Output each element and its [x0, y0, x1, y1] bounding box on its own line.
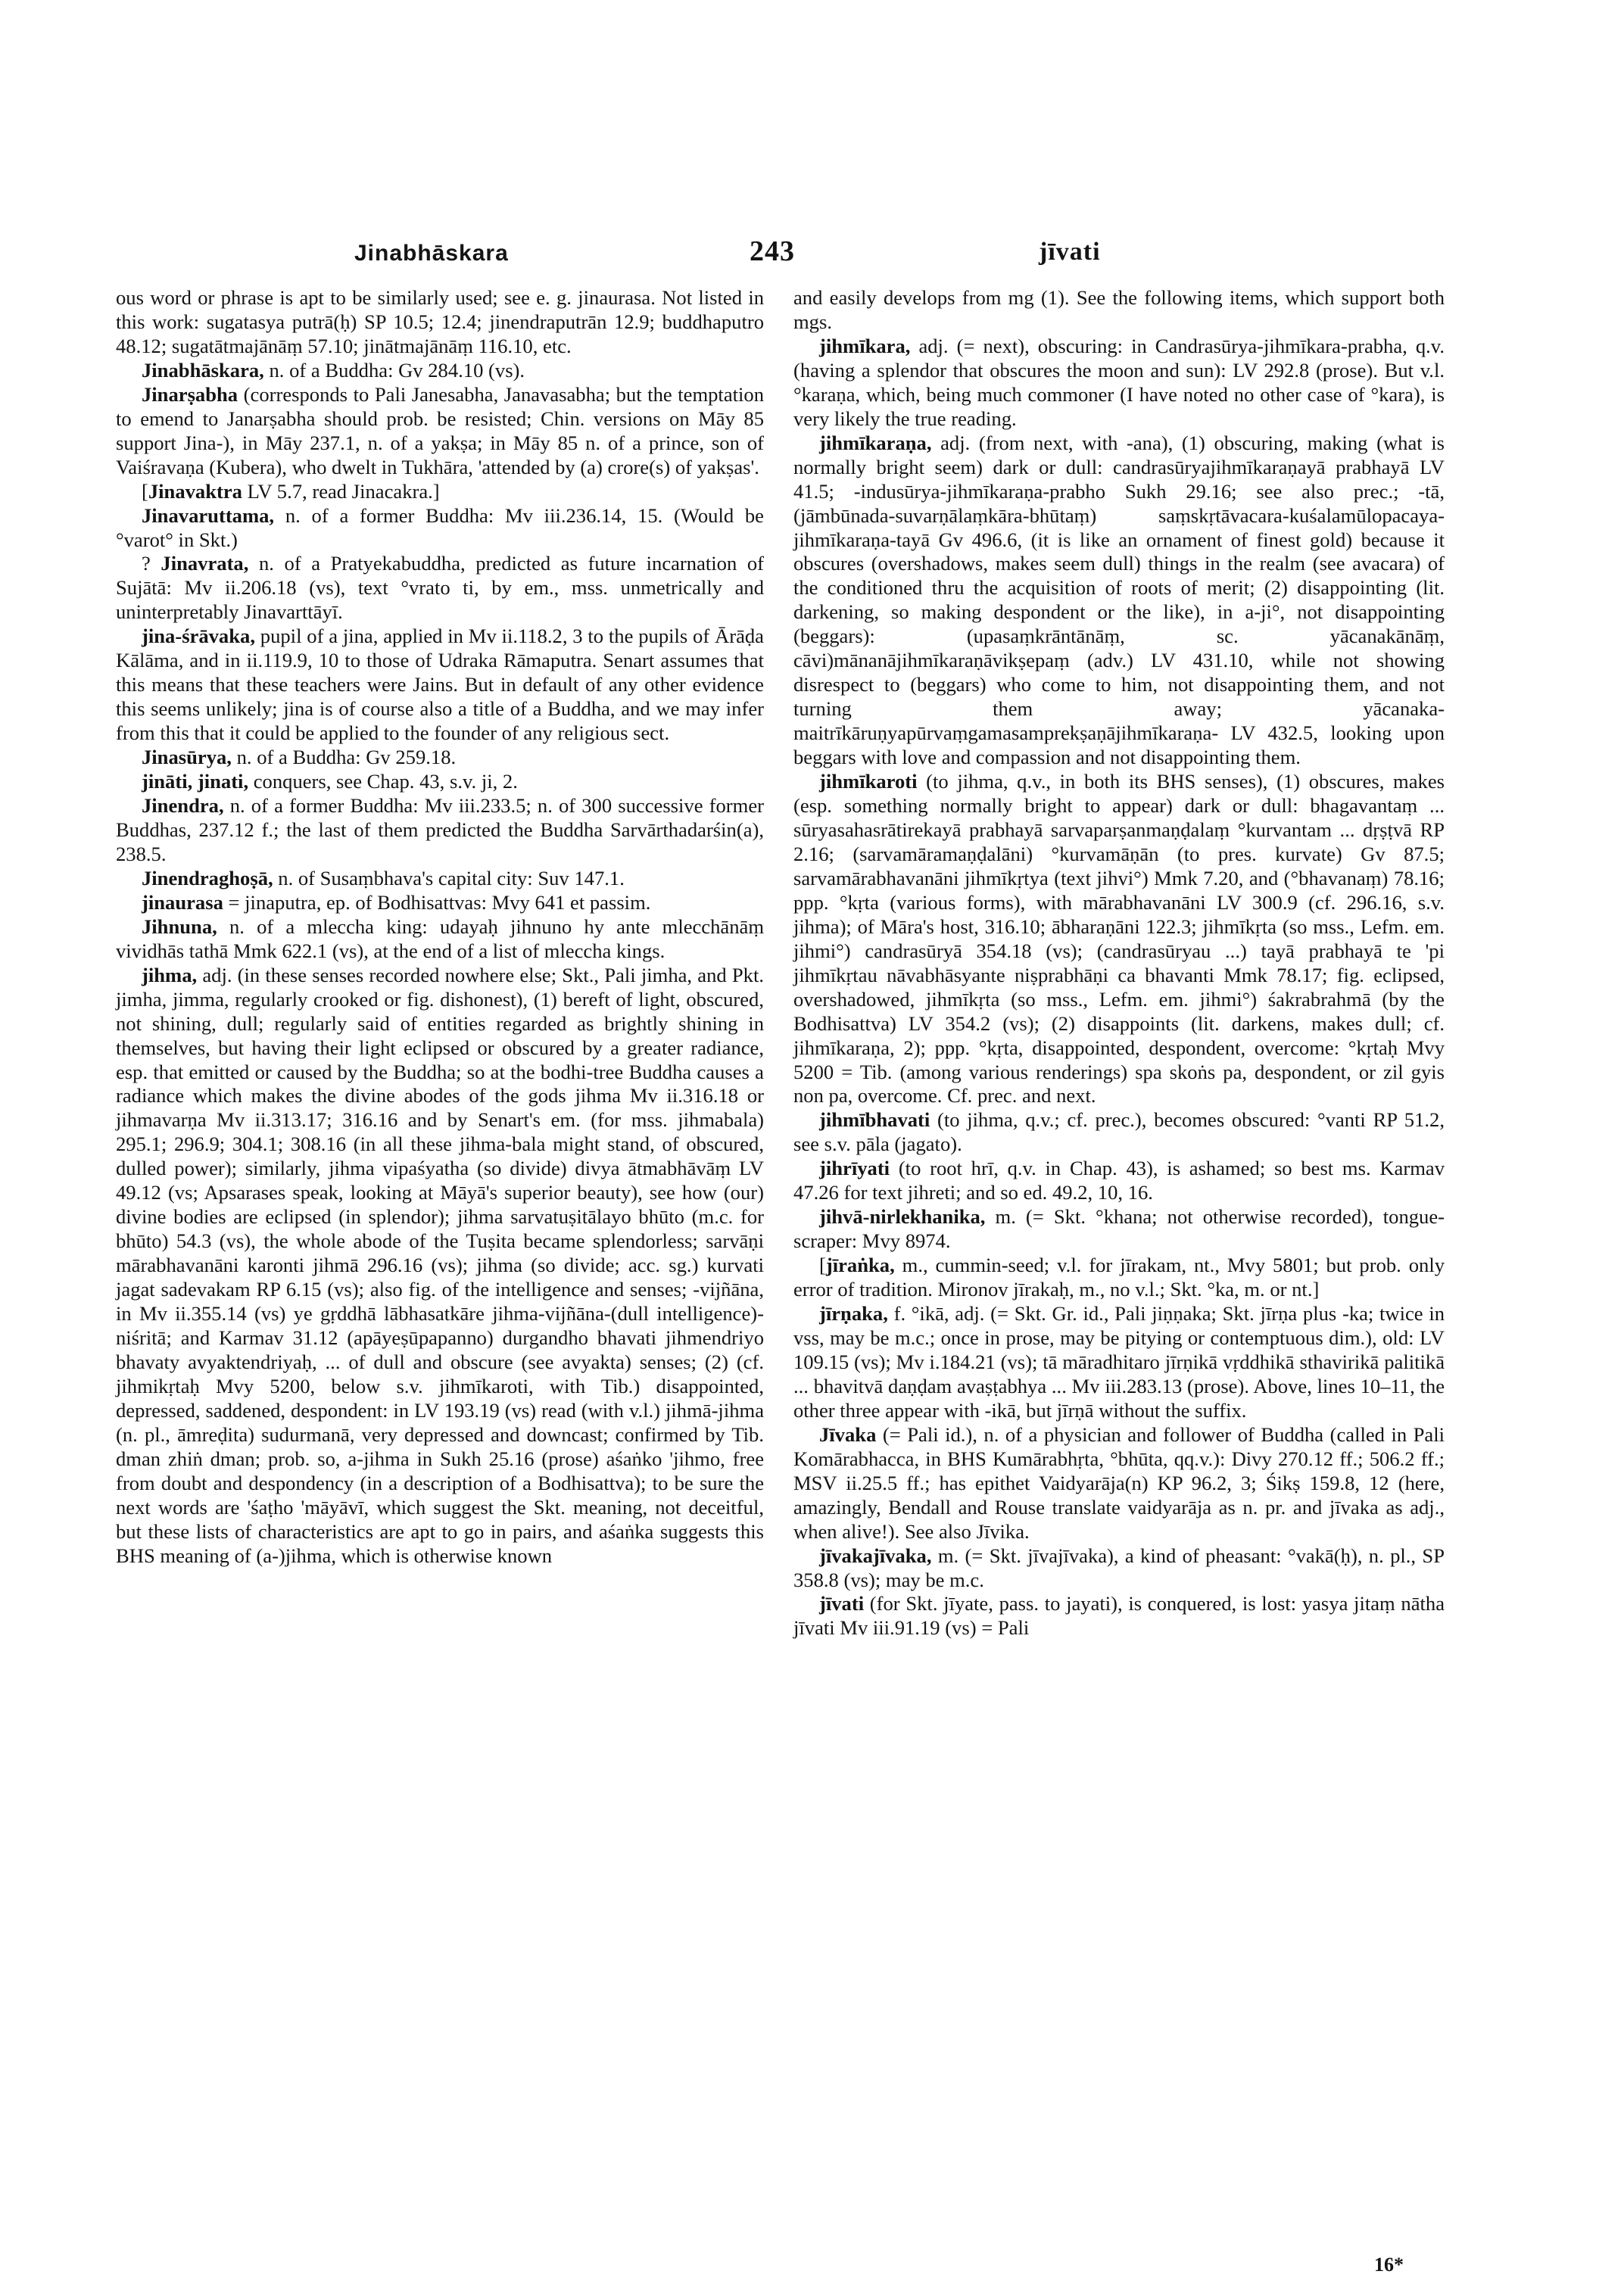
- entry-headword: jīvakajīvaka,: [819, 1544, 932, 1567]
- entry-headword: jīvati: [819, 1592, 865, 1615]
- entry-body: adj. (in these senses recorded nowhere else; Skt., Pali jimha, and Pkt. jimha, jimma, regularly crooked or fig. dishonest), (1) bereft of light, obscured, not shining, dull; regularly said of entities regarded as brightly shining in themselves, but having their light eclipsed or obscured by a greater radiance, esp. that emitted or caused by the Buddha; so at the bodhi-tree Buddha causes a radiance which makes the divine abodes of the gods jihma Mv ii.316.18 or jihmavarṇa Mv ii.313.17; 316.16 and by Senart's em. (for mss. jihmabala) 295.1; 296.9; 304.1; 308.16 (in all these jihma-bala might stand, of obscured, dulled power); similarly, jihma vipaśyatha (so divide) divya ātmabhāvāṃ LV 49.12 (vs; Apsarases speak, looking at Māyā's superior beauty), see how (our) divine bodies are eclipsed (in splendor); jihma sarvatuṣitālayo bhūto (m.c. for bhūto) 54.3 (vs), the whole abode of the Tuṣita became splendorless; sarvāṇi mārabhavanāni karonti jihmā 296.16 (vs); jihma (so divide; acc. sg.) kurvati jagat sadevakam RP 6.15 (vs); also fig. of the intelligence and senses; -vijñāna, in Mv ii.355.14 (vs) ye gṛddhā lābhasatkāre jihma-vijñāna-(dull intelligence)-niśritā; and Karmav 31.12 (apāyeṣūpapanno) durgandho bhavati jihmendriyo bhavaty avyaktendriyaḥ, ... of dull and obscure (see avyakta) senses; (2) (cf. jihmikṛtaḥ Mvy 5200, below s.v. jihmīkaroti, with Tib.) disappointed, depressed, saddened, despondent: in LV 193.19 (vs) read (with v.l.) jihmā-jihma (n. pl., āmreḍita) sudurmanā, very depressed and downcast; confirmed by Tib. dman zhiṅ dman; prob. so, a-jihma in Sukh 25.16 (prose) aśaṅko 'jihmo, free from doubt and despondency (in a description of a Bodhisattva); to be sure the next words are 'śaṭho 'māyāvī, which suggest the Skt. meaning, not deceitful, but these lists of characteristics are apt to go in pairs, and aśaṅka suggests this BHS meaning of (a-)jihma, which is otherwise known: [116, 963, 764, 1567]
- dictionary-entry: [116, 770, 764, 794]
- entry-headword: jihma,: [142, 963, 198, 986]
- entry-body: = jinaputra, ep. of Bodhisattvas: Mvy 641 et passim.: [223, 890, 651, 914]
- entry-body: adj. (= next), obscuring: in Candrasūrya-jihmīkara-prabha, q.v. (having a splendor that obscures the moon and sun): LV 292.8 (prose). But v.l. °karaṇa, which, being much commoner (I have noted no other case of °kara), is very likely the true reading.: [793, 334, 1445, 430]
- entry-headword: Jinabhāskara,: [142, 358, 264, 382]
- dictionary-entry: [116, 383, 764, 480]
- dictionary-entry: [116, 746, 764, 770]
- dictionary-entry: [116, 504, 764, 553]
- entry-headword: jina-śrāvaka,: [142, 625, 255, 648]
- entry-headword: jīraṅka,: [825, 1254, 895, 1277]
- dictionary-entry: [116, 286, 764, 359]
- entry-body: m., cummin-seed; v.l. for jīrakam, nt., Mvy 5801; but prob. only error of tradition. Mironov jīrakaḥ, m., no v.l.; Skt. °ka, m. or nt.]: [793, 1254, 1445, 1301]
- dictionary-entry: [793, 335, 1445, 431]
- dictionary-entry: [793, 1423, 1445, 1544]
- entry-body: (to jihma, q.v.; cf. prec.), becomes obscured: °vanti RP 51.2, see s.v. pāla (jagato).: [793, 1108, 1445, 1156]
- entry-headword: jīrṇaka,: [819, 1302, 888, 1326]
- entry-prefix: ?: [142, 552, 161, 575]
- entry-headword: Jinendra,: [142, 794, 224, 818]
- dictionary-entry: [116, 359, 764, 383]
- dictionary-entry: [116, 867, 764, 891]
- entry-body: LV 5.7, read Jinacakra.]: [242, 479, 440, 503]
- entry-body: f. °ikā, adj. (= Skt. Gr. id., Pali jiṇṇaka; Skt. jīrṇa plus -ka; twice in vss, may be m.c.; once in prose, may be pitying or contemptuous dim.), old: LV 109.15 (vs); Mv i.184.21 (vs); tā māradhitaro jīrṇikā vṛddhikā sthavirikā palitikā ... bhavitvā daṇḍam avaṣṭabhya ... Mv iii.283.13 (prose). Above, lines 10–11, the other three appear with -ikā, but jīrṇā without the suffix.: [793, 1302, 1445, 1422]
- dictionary-entry: [116, 480, 764, 504]
- entry-headword: Jinasūrya,: [142, 746, 232, 769]
- entry-headword: jihmīkara,: [819, 334, 911, 357]
- entry-body: n. of a former Buddha: Mv iii.233.5; n. of 300 successive former Buddhas, 237.12 f.; the last of them predicted the Buddha Sarvārthadarśin(a), 238.5.: [116, 794, 764, 865]
- entry-body: (to jihma, q.v., in both its BHS senses), (1) obscures, makes (esp. something normally bright to appear) dark or dull: bhagavantaṃ ... sūryasahasrātirekayā prabhayā sarvaparṣanmaṇḍalaṃ °kurvantam ... dṛṣṭvā RP 2.16; (sarvamāramaṇḍalāni) °kurvamāṇān (to pres. kurvate) Gv 87.5; sarvamārabhavanāni jihmīkṛtya (text jihvi°) Mmk 7.20, and (°bhavanaṃ) 78.16; ppp. °kṛta (various forms), with mārabhavanāni LV 300.9 (cf. 296.16, s.v. jihma); of Māra's host, 316.10; ābharaṇāni 122.3; jihmīkṛta (so mss., Lefm. em. jihmi°) candrasūryā 354.18 (vs); (candrasūryau ...) tayā prabhayā te 'pi jihmīkṛtau nāvabhāsyante niṣprabhāṇi ca bhavanti Mmk 78.17; fig. eclipsed, overshadowed, jihmīkṛta (so mss., Lefm. em. jihmi°) śakrabrahmā (by the Bodhisattva) LV 354.2 (vs); (2) disappoints (lit. darkens, makes dull; cf. jihmīkaraṇa, 2); ppp. °kṛta, disappointed, despondent, overcome: °kṛtaḥ Mvy 5200 = Tib. (among various renderings) spa skoṅs pa, despondent, or zil gyis non pa, overcome. Cf. prec. and next.: [793, 770, 1445, 1108]
- dictionary-entry: [793, 1157, 1445, 1205]
- entry-headword: Jinarṣabha: [142, 382, 238, 406]
- dictionary-entry: [793, 431, 1445, 770]
- entry-headword: Jinavaruttama,: [142, 503, 275, 527]
- entry-body: n. of a Pratyekabuddha, predicted as future incarnation of Sujātā: Mv ii.206.18 (vs), text °vrato ti, by em., mss. unmetrically and uninterpretably Jinavarttāyī.: [116, 552, 764, 624]
- entry-body: (corresponds to Pali Janesabha, Janavasabha; but the temptation to emend to Janarṣabha should prob. be resisted; Chin. versions on Māy 85 support Jina-), in Māy 237.1, n. of a yakṣa; in Māy 85 n. of a prince, son of Vaiśravaṇa (Kubera), who dwelt in Tukhāra, 'attended by (a) crore(s) of yakṣas'.: [116, 382, 764, 478]
- dictionary-entry: [793, 1544, 1445, 1593]
- entry-headword: jihrīyati: [819, 1157, 890, 1180]
- entry-body: m. (= Skt. jīvajīvaka), a kind of pheasant: °vakā(ḥ), n. pl., SP 358.8 (vs); may be m.c.: [793, 1544, 1445, 1591]
- entry-headword: jihmīkaroti: [819, 770, 918, 793]
- entry-body: (for Skt. jīyate, pass. to jayati), is conquered, is lost: yasya jitaṃ nātha jīvati Mv iii.91.19 (vs) = Pali: [793, 1592, 1445, 1640]
- dictionary-entry: [793, 286, 1445, 335]
- entry-body: n. of a mleccha king: udayaḥ jihnuno hy ante mlecchānāṃ vividhās tathā Mmk 622.1 (vs), at the end of a list of mleccha kings.: [116, 914, 764, 962]
- dictionary-entry: [116, 625, 764, 746]
- entry-headword: Jinendraghoṣā,: [142, 866, 273, 889]
- entry-headword: Jihnuna,: [142, 914, 217, 938]
- entry-body: m. (= Skt. °khana; not otherwise recorded), tongue-scraper: Mvy 8974.: [793, 1205, 1445, 1253]
- entry-body: (to root hrī, q.v. in Chap. 43), is ashamed; so best ms. Karmav 47.26 for text jihreti; and so ed. 49.2, 10, 16.: [793, 1157, 1445, 1204]
- dictionary-entry: [793, 1205, 1445, 1254]
- entry-headword: jihvā-nirlekhanika,: [819, 1205, 986, 1229]
- dictionary-entry: [116, 794, 764, 867]
- dictionary-entry: [116, 891, 764, 915]
- entry-body: (= Pali id.), n. of a physician and follower of Buddha (called in Pali Komārabhacca, in BHS Kumārabhṛta, °bhūta, qq.v.): Divy 270.12 ff.; 506.2 ff.; MSV ii.25.5 ff.; has epithet Vaidyarāja(n) KP 96.2, 3; Śikṣ 159.8, 12 (here, amazingly, Bendall and Rouse translate vaidyarāja as n. pr. and jīvaka as adj., when alive!). See also Jīvika.: [793, 1422, 1445, 1543]
- entry-body: n. of a former Buddha: Mv iii.236.14, 15. (Would be °varot° in Skt.): [116, 503, 764, 551]
- entry-body: n. of a Buddha: Gv 259.18.: [231, 746, 457, 769]
- dictionary-entry: [116, 915, 764, 964]
- dictionary-entry: [793, 1254, 1445, 1302]
- entry-prefix: [: [819, 1254, 826, 1277]
- dictionary-entry: [793, 1302, 1445, 1423]
- right-column: [793, 286, 1445, 1640]
- entry-headword: jināti, jinati,: [142, 770, 249, 793]
- running-head-left: Jinabhāskara: [354, 241, 509, 266]
- entry-body: adj. (from next, with -ana), (1) obscuring, making (what is normally bright seem) dark or dull: candrasūryajihmīkaraṇayā prabhayā LV 41.5; -indusūrya-jihmīkaraṇa-prabho Sukh 29.16; see also prec.; -tā, (jāmbūnada-suvarṇālaṃkāra-bhūtaṃ) saṃskṛtāvacara-kuśalamūlopacaya-jihmīkaraṇa-tayā Gv 496.6, (it is like an ornament of finest gold) because it obscures (overshadows, makes seem dull) things in the realm (see avacara) of the conditioned thru the acquisition of roots of merit; (2) disappointing (lit. darkening, so making despondent or the like), in a-ji°, not disappointing (beggars): (upasaṃkrāntānāṃ, sc. yācanakānāṃ, cāvi)mānanājihmīkaraṇāvikṣepaṃ (adv.) LV 431.10, while not showing disrespect to (beggars) who come to him, not disappointing them, and not turning them away; yācanaka-maitrīkāruṇyapūrvaṃgamasamprekṣaṇājihmīkaraṇa- LV 432.5, looking upon beggars with love and compassion and not disappointing them.: [793, 431, 1445, 769]
- running-head-right: jīvati: [1039, 238, 1101, 266]
- dictionary-entry: [793, 770, 1445, 1108]
- entry-body: conquers, see Chap. 43, s.v. ji, 2.: [248, 770, 518, 793]
- entry-body: ous word or phrase is apt to be similarly used; see e. g. jinaurasa. Not listed in this work: sugatasya putrā(ḥ) SP 10.5; 12.4; jinendraputrān 12.9; buddhaputro 48.12; sugatātmajānāṃ 57.10; jinātmajānāṃ 116.10, etc.: [116, 286, 764, 357]
- entry-headword: Jinavaktra: [148, 479, 242, 503]
- left-column: [116, 286, 764, 1569]
- entry-headword: jinaurasa: [142, 890, 223, 914]
- entry-headword: jihmīkaraṇa,: [819, 431, 932, 454]
- entry-body: n. of Susaṃbhava's capital city: Suv 147.1.: [273, 866, 625, 889]
- dictionary-entry: [793, 1592, 1445, 1640]
- entry-body: pupil of a jina, applied in Mv ii.118.2, 3 to the pupils of Ārāḍa Kālāma, and in ii.119.9, 10 to those of Udraka Rāmaputra. Senart assumes that this means that these teachers were Jains. But in default of any other evidence this seems unlikely; jina is of course also a title of a Buddha, and we may infer from this that it could be applied to the founder of any religious sect.: [116, 625, 764, 745]
- entry-body: and easily develops from mg (1). See the following items, which support both mgs.: [793, 286, 1445, 333]
- dictionary-entry: [793, 1108, 1445, 1157]
- signature-mark: 16*: [1374, 2254, 1404, 2276]
- dictionary-entry: [116, 964, 764, 1569]
- entry-prefix: [: [142, 479, 148, 503]
- entry-headword: Jinavrata,: [161, 552, 249, 575]
- page-number: 243: [750, 235, 795, 267]
- dictionary-entry: [116, 552, 764, 625]
- entry-headword: Jīvaka: [819, 1422, 877, 1446]
- entry-headword: jihmībhavati: [819, 1108, 930, 1132]
- entry-body: n. of a Buddha: Gv 284.10 (vs).: [263, 358, 525, 382]
